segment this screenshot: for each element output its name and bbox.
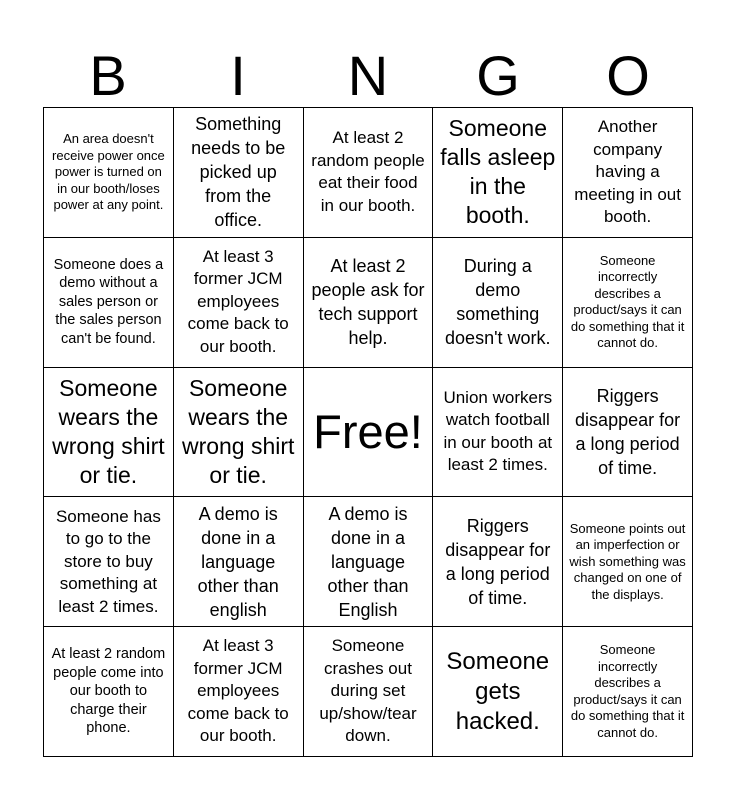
header-letter-n: N [347,44,389,107]
free-space-cell[interactable] [304,368,434,498]
cell-text: A demo is done in a language other than English [327,503,409,620]
bingo-cell[interactable] [433,627,563,757]
bingo-cell[interactable] [563,497,693,627]
cell-text: Someone gets hacked. [446,647,550,735]
bingo-cell[interactable] [44,368,174,498]
header-letter-o: O [606,44,650,107]
bingo-cell[interactable] [44,108,174,238]
bingo-cell[interactable] [44,497,174,627]
bingo-cell[interactable] [433,108,563,238]
cell-text: Someone wears the wrong shirt or tie. [181,374,295,488]
cell-text: At least 2 random people come into our booth to charge their phone. [51,646,166,737]
bingo-cell[interactable] [174,627,304,757]
header-letter-b: B [89,44,127,107]
bingo-cell[interactable] [304,108,434,238]
cell-text: During a demo something doesn't work. [445,256,551,349]
bingo-cell[interactable] [563,627,693,757]
cell-text: Someone incorrectly describes a product/says it can do something that it cannot do. [570,642,685,740]
bingo-cell[interactable] [174,497,304,627]
bingo-cell[interactable] [174,238,304,368]
bingo-cell[interactable] [44,627,174,757]
cell-text: At least 2 people ask for tech support help. [311,256,425,349]
free-space-text: Free! [313,404,423,458]
cell-text: Union workers watch football in our booth at least 2 times. [443,387,553,475]
cell-text: Someone crashes out during set up/show/tear down. [319,636,417,746]
cell-text: At least 2 random people eat their food in our booth. [311,128,425,215]
header-letter-g: G [476,44,520,107]
bingo-grid [43,107,693,757]
cell-text: An area doesn't receive power once power is turned on in our booth/loses power at any point. [52,131,165,213]
bingo-cell[interactable] [563,368,693,498]
header-letter-i: I [230,44,246,107]
bingo-cell[interactable] [304,238,434,368]
cell-text: Someone points out an imperfection or wish something was changed on one of the displays. [569,520,686,602]
cell-text: Someone wears the wrong shirt or tie. [52,374,165,488]
cell-text: Someone has to go to the store to buy something at least 2 times. [55,506,161,616]
cell-text: Someone falls asleep in the booth. [440,115,556,229]
cell-text: Riggers disappear for a long period of time. [575,385,681,478]
cell-text: Someone does a demo without a sales person or the sales person can't be found. [53,256,164,347]
bingo-cell[interactable] [304,497,434,627]
cell-text: At least 3 former JCM employees come back to our booth. [187,636,289,746]
cell-text: Someone incorrectly describes a product/says it can do something that it cannot do. [570,252,685,351]
bingo-cell[interactable] [44,238,174,368]
bingo-cell[interactable] [433,238,563,368]
cell-text: Something needs to be picked up from the office. [191,114,286,231]
bingo-cell[interactable] [433,497,563,627]
bingo-cell[interactable] [304,627,434,757]
cell-text: A demo is done in a language other than english [197,503,279,620]
cell-text: Riggers disappear for a long period of time. [445,515,551,608]
bingo-cell[interactable] [433,368,563,498]
cell-text: Another company having a meeting in out booth. [574,117,681,227]
bingo-cell[interactable] [174,108,304,238]
cell-text: At least 3 former JCM employees come back to our booth. [187,246,289,356]
bingo-cell[interactable] [174,368,304,498]
bingo-cell[interactable] [563,108,693,238]
bingo-header [43,44,693,108]
bingo-cell[interactable] [563,238,693,368]
